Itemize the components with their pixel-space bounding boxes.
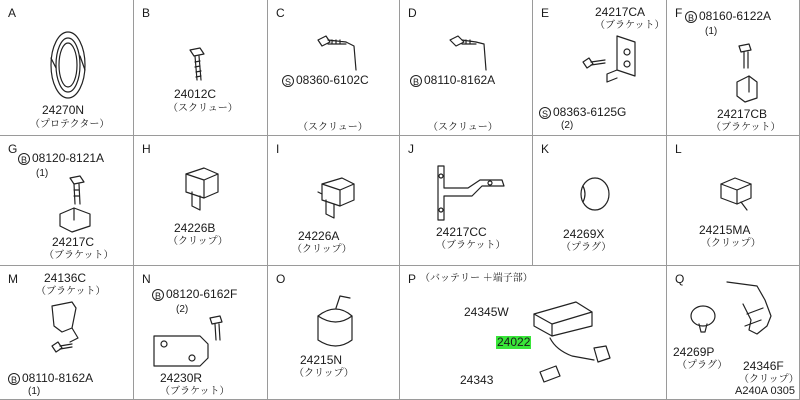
b-circle-icon: B xyxy=(685,11,697,23)
cell-letter: M xyxy=(8,272,18,286)
section-title: （バッテリー ＋端子部） xyxy=(420,273,533,284)
cell-b xyxy=(134,0,268,136)
part-number: 24270N xyxy=(42,103,85,117)
diagram-code: A240A 0305 xyxy=(735,385,795,397)
part-name: （クリップ） xyxy=(294,368,354,379)
cell-letter: N xyxy=(142,272,151,286)
cell-q xyxy=(667,266,800,400)
cell-h xyxy=(134,136,268,266)
clip-drawing xyxy=(180,164,224,216)
b-circle-icon: B xyxy=(152,289,164,301)
part-number: 24217CC xyxy=(436,225,487,239)
cell-k xyxy=(533,136,667,266)
cable-assembly-drawing xyxy=(520,286,640,386)
cell-m xyxy=(0,266,134,400)
part-number: 24226A xyxy=(298,229,340,243)
cell-g xyxy=(0,136,134,266)
cell-e xyxy=(533,0,667,136)
part-number: 24226B xyxy=(174,221,216,235)
cell-letter: C xyxy=(276,6,285,20)
cell-letter: K xyxy=(541,142,550,156)
part-name: （ブラケット） xyxy=(36,286,106,297)
cell-f xyxy=(667,0,800,136)
plug-drawing xyxy=(577,176,613,212)
bracket-bolt-drawing xyxy=(42,298,92,360)
cell-o xyxy=(268,266,400,400)
part-name: （スクリュー） xyxy=(298,122,368,133)
highlighted-part-number[interactable]: 24022 xyxy=(497,335,531,349)
cell-letter: P xyxy=(408,272,417,286)
cell-j xyxy=(400,136,533,266)
part-number: 24346F xyxy=(743,359,784,373)
part-name: （クリップ） xyxy=(292,244,352,255)
part-quantity: (1) xyxy=(28,386,41,397)
part-name: （スクリュー） xyxy=(168,103,238,114)
part-quantity: (1) xyxy=(705,26,718,37)
cell-p xyxy=(400,266,667,400)
protector-drawing xyxy=(48,28,88,102)
part-number: 24230R xyxy=(160,371,203,385)
part-name: （クリップ） xyxy=(168,236,228,247)
part-name: （ブラケット） xyxy=(44,250,114,261)
b-circle-icon: B xyxy=(8,373,20,385)
cell-n xyxy=(134,266,268,400)
clip-drawing xyxy=(310,294,362,354)
part-number: 24012C xyxy=(174,87,217,101)
part-name: （スクリュー） xyxy=(428,122,498,133)
bracket-drawing xyxy=(428,162,512,226)
part-number: 24217CA xyxy=(595,5,646,19)
part-number: S 08360-6102C xyxy=(282,74,369,87)
part-number: 24217C xyxy=(52,235,95,249)
cell-letter: B xyxy=(142,6,151,20)
cell-letter: O xyxy=(276,272,286,286)
cell-letter: H xyxy=(142,142,151,156)
b-circle-icon: B xyxy=(410,75,422,87)
part-number: 24215MA xyxy=(699,223,751,237)
cell-letter: I xyxy=(276,142,280,156)
part-number: 24136C xyxy=(44,271,87,285)
part-number: 24269X xyxy=(563,227,605,241)
part-name: （プラグ） xyxy=(561,242,612,253)
part-name: （プロテクター） xyxy=(30,119,110,130)
part-quantity: (1) xyxy=(36,168,49,179)
part-number: 24215N xyxy=(300,353,343,367)
s-circle-icon: S xyxy=(282,75,294,87)
part-name: （クリップ） xyxy=(701,238,761,249)
part-quantity: (2) xyxy=(561,120,574,131)
part-number: B 08110-8162A xyxy=(410,74,495,87)
cell-a xyxy=(0,0,134,136)
cell-letter: G xyxy=(8,142,18,156)
cell-c xyxy=(268,0,400,136)
part-number: 24269P xyxy=(673,345,715,359)
part-number: S 08363-6125G xyxy=(539,106,626,119)
bracket-drawing xyxy=(148,314,238,372)
clip-drawing xyxy=(717,176,761,214)
cell-letter: Q xyxy=(675,272,685,286)
part-number: B 08110-8162A xyxy=(8,372,93,385)
cell-letter: E xyxy=(541,6,550,20)
b-circle-icon: B xyxy=(18,153,30,165)
part-number: B 08160-6122A xyxy=(685,10,771,23)
bolt-bracket-drawing xyxy=(58,174,98,234)
cell-letter: D xyxy=(408,6,417,20)
part-name: （ブラケット） xyxy=(436,240,506,251)
s-circle-icon: S xyxy=(539,107,551,119)
cell-i xyxy=(268,136,400,266)
bracket-drawing xyxy=(577,32,647,88)
part-number: B 08120-6162F xyxy=(152,288,237,301)
part-number: B 08120-8121A xyxy=(18,152,104,165)
cell-d xyxy=(400,0,533,136)
cell-letter: F xyxy=(675,6,683,20)
part-name: （ブラケット） xyxy=(711,122,781,133)
cell-letter: J xyxy=(408,142,414,156)
part-number: 24345W xyxy=(464,305,509,319)
cell-letter: L xyxy=(675,142,682,156)
part-name: （プラグ） xyxy=(677,360,728,371)
screw-drawing xyxy=(186,46,210,86)
bolt-bracket-drawing xyxy=(733,42,773,104)
part-number: 24217CB xyxy=(717,107,768,121)
part-name: （ブラケット） xyxy=(160,386,230,397)
clip-drawing xyxy=(312,174,362,222)
part-name: （ブラケット） xyxy=(595,20,665,31)
part-name: （クリップ） xyxy=(739,374,799,385)
part-quantity: (2) xyxy=(176,304,189,315)
cell-l xyxy=(667,136,800,266)
cell-letter: A xyxy=(8,6,17,20)
part-number: 24343 xyxy=(460,373,494,387)
